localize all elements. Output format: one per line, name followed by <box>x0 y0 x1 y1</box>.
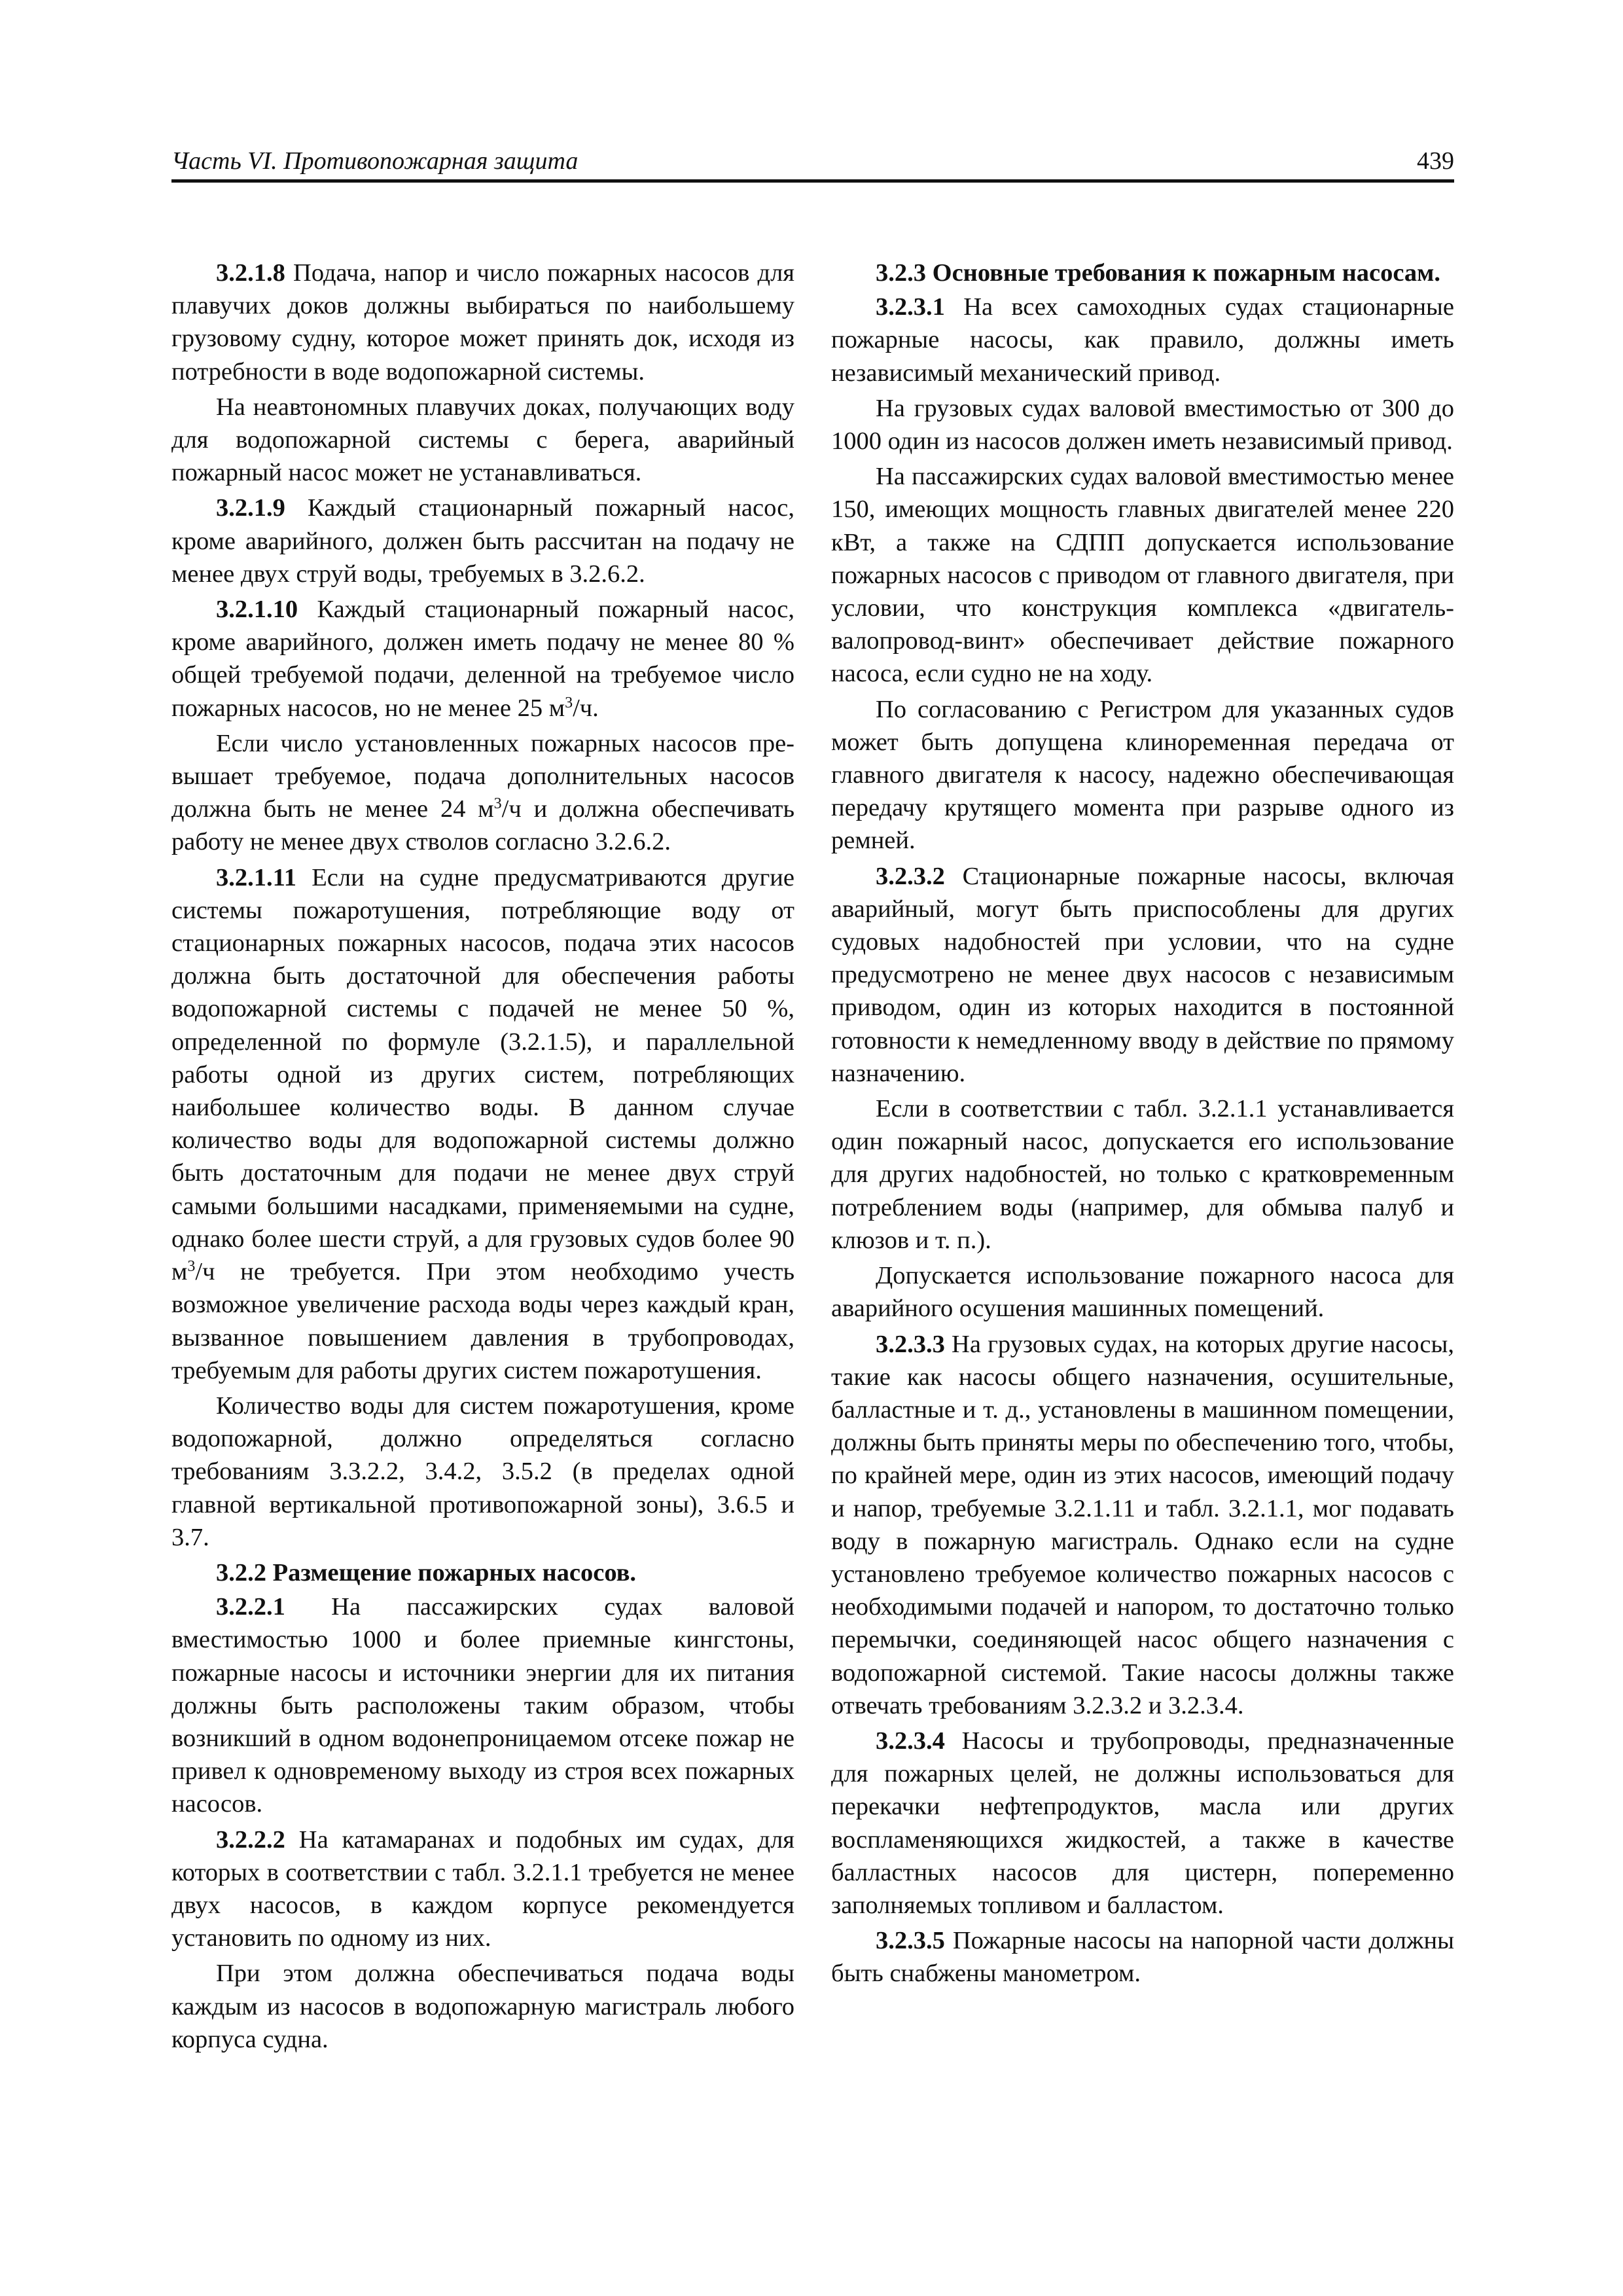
paragraph <box>171 391 794 490</box>
clause-3-2-3-5 <box>831 1924 1454 1990</box>
superscript: 3 <box>565 694 573 711</box>
paragraph-text: Если в соответствии с табл. 3.2.1.1 устанавливается один пожарный насос, допускается его использование для других надобностей, но только с кратковременным потреблением воды (например, для обмыва палуб и клюзов и т. п.). <box>831 1095 1454 1254</box>
clause-text: Если на судне предусматриваются другие системы пожаротушения, потребляющие воду от стационарных пожарных насосов, подача этих насосов должна быть достаточной для обеспечения работы водопожарной системы с подачей не менее 50 %, определенной по формуле (3.2.1.5), и параллельной работы одной из других систем, потребляющих наибольшее количество воды. В данном случае количество воды для водопожарной системы должно быть достаточным для подачи не менее двух струй самыми большими насадками, применяемыми на судне, однако более шести струй, а для грузовых судов более 90 м <box>171 863 794 1286</box>
clause-3-2-3-1 <box>831 291 1454 389</box>
section-heading-3-2-3 <box>831 257 1454 289</box>
clause-text: Каждый стационарный пожарный насос, кроме аварийного, должен иметь подачу не менее 80 % общей требуемой подачи, деленной на требуемое число пожарных насосов, но не менее 25 м <box>171 596 794 722</box>
page-header <box>171 143 1454 183</box>
clause-number: 3.2.3.3 <box>876 1330 945 1358</box>
clause-number: 3.2.3.5 <box>876 1927 945 1955</box>
clause-text-tail: /ч не требуется. При этом необходимо учесть возможное увеличение расхода воды через каждый кран, вызванное повышением давления в трубопроводах, требуемым для работы других систем пожаротушения. <box>171 1258 794 1384</box>
superscript: 3 <box>187 1258 196 1276</box>
paragraph <box>831 1092 1454 1257</box>
running-title: Часть VI. Противопожарная защита <box>171 147 579 175</box>
paragraph-text: Количество воды для систем пожаротушения, кроме водопожарной, должно определяться согласно требованиям 3.3.2.2, 3.4.2, 3.5.2 (в пределах одной главной вертикальной противопожарной зоны), 3.6.5 и 3.7. <box>171 1391 794 1551</box>
clause-3-2-1-8 <box>171 257 794 388</box>
clause-number: 3.2.3.1 <box>876 293 945 321</box>
paragraph <box>831 693 1454 857</box>
clause-3-2-3-4 <box>831 1725 1454 1922</box>
clause-text: На грузовых судах, на которых другие насосы, такие как насосы общего назначения, осушительные, балластные и т. д., установлены в машинном помещении, должны быть приняты меры по обеспечению того, чтобы, по крайней мере, один из этих насосов, имеющий подачу и напор, требуемые 3.2.1.11 и табл. 3.2.1.1, мог подавать воду в пожарную магистраль. Однако если на судне установлено требуемое количество пожарных насосов с необходимыми подачей и напором, то достаточно только перемычки, соединяющей насос общего назначения с водопожарной системой. Такие насосы должны также отвечать требованиям 3.2.3.2 и 3.2.3.4. <box>831 1330 1454 1719</box>
clause-3-2-1-11 <box>171 861 794 1387</box>
clause-3-2-3-2 <box>831 860 1454 1090</box>
clause-text: На катамаранах и подобных им судах, для которых в соответствии с табл. 3.2.1.1 требуется не менее двух насосов, в каждом корпусе рекомендуется установить по одному из них. <box>171 1825 794 1952</box>
paragraph-text: По согласованию с Регистром для указанных судов может быть допущена клиноременная передача от главного двигателя к насосу, надежно обеспечивающая передачу крутящего момента при разрыве одного из ремней. <box>831 695 1454 855</box>
clause-text: Каждый стационарный пожарный насос, кроме аварийного, должен быть рассчитан на подачу не менее двух струй воды, требуемых в 3.2.6.2. <box>171 494 794 588</box>
clause-3-2-1-10 <box>171 593 794 725</box>
clause-number: 3.2.3.4 <box>876 1727 945 1755</box>
page-number: 439 <box>1417 147 1454 175</box>
section-heading: 3.2.3 Основные требования к пожарным насосам. <box>876 259 1441 287</box>
paragraph <box>831 460 1454 690</box>
clause-text: На пассажирских судах валовой вместимостью 1000 и более приемные кингстоны, пожарные насосы и источники энергии для их питания должны быть расположены таким образом, чтобы возникший в одном водонепроницаемом отсеке пожар не привел к одновременому выходу из строя всех пожарных насосов. <box>171 1593 794 1818</box>
section-heading-3-2-2 <box>171 1556 794 1589</box>
superscript: 3 <box>493 795 502 813</box>
paragraph <box>171 727 794 859</box>
clause-number: 3.2.1.9 <box>216 494 285 522</box>
paragraph <box>171 1390 794 1554</box>
clause-3-2-2-1 <box>171 1590 794 1820</box>
clause-3-2-3-3 <box>831 1328 1454 1722</box>
left-column <box>171 257 794 2058</box>
clause-number: 3.2.3.2 <box>876 862 945 890</box>
clause-text: Подача, напор и число пожарных насосов для плавучих доков должны выбираться по наибольшему грузовому судну, которое может принять док, исходя из потребности в воде водопожарной системы. <box>171 259 794 386</box>
paragraph <box>831 392 1454 457</box>
clause-text: Насосы и трубопроводы, предназначенные для пожарных целей, не должны использоваться для перекачки нефтепродуктов, масла или других воспламеняющихся жидкостей, а также в качестве балластных насосов для цистерн, попеременно заполняемых топливом и балластом. <box>831 1727 1455 1919</box>
paragraph-text: На грузовых судах валовой вместимостью от 300 до 1000 один из насосов должен иметь независимый привод. <box>831 394 1454 456</box>
clause-number: 3.2.2.2 <box>216 1825 285 1854</box>
clause-3-2-1-9 <box>171 492 794 590</box>
section-heading: 3.2.2 Размещение пожарных насосов. <box>216 1558 637 1587</box>
clause-number: 3.2.1.10 <box>216 596 298 624</box>
clause-number: 3.2.1.8 <box>216 259 285 287</box>
paragraph-text: На пассажирских судах валовой вместимостью менее 150, имеющих мощность главных двигателей менее 220 кВт, а также на СДПП допускается использование пожарных насосов с приводом от главного двигателя, при условии, что конструкция комплекса «двигатель-валопровод-винт» обеспечивает действие пожарного насоса, если судно не на ходу. <box>831 463 1454 688</box>
clause-text-tail: /ч. <box>573 694 599 722</box>
right-column <box>831 257 1454 1993</box>
clause-number: 3.2.1.11 <box>216 863 297 891</box>
clause-text: Пожарные насосы на напорной части должны быть снабжены манометром. <box>831 1927 1455 1988</box>
paragraph-text: Если число установленных пожарных насосов превышает требуемое, подача дополнительных насосов должна быть не менее 24 м <box>171 729 794 823</box>
paragraph <box>831 1259 1454 1325</box>
paragraph-text: При этом должна обеспечиваться подача воды каждым из насосов в водопожарную магистраль любого корпуса судна. <box>171 1960 794 2053</box>
clause-text: Стационарные пожарные насосы, включая аварийный, могут быть приспособлены для других судовых надобностей при условии, что на судне предусмотрено не менее двух насосов с независимым приводом, один из которых находится в постоянной готовности к немедленному вводу в действие по прямому назначению. <box>831 862 1455 1087</box>
paragraph <box>171 1957 794 2056</box>
clause-number: 3.2.2.1 <box>216 1593 285 1621</box>
clause-3-2-2-2 <box>171 1823 794 1955</box>
paragraph-text: Допускается использование пожарного насоса для аварийного осушения машинных помещений. <box>831 1262 1454 1323</box>
paragraph-text-tail: /ч и должна обеспечивать работу не менее двух стволов согласно 3.2.6.2. <box>171 795 795 856</box>
clause-text: На всех самоходных судах стационарные пожарные насосы, как правило, должны иметь независимый механический привод. <box>831 293 1455 387</box>
paragraph-text: На неавтономных плавучих доках, получающих воду для водопожарной системы с берега, аварийный пожарный насос может не устанавливаться. <box>171 393 794 487</box>
